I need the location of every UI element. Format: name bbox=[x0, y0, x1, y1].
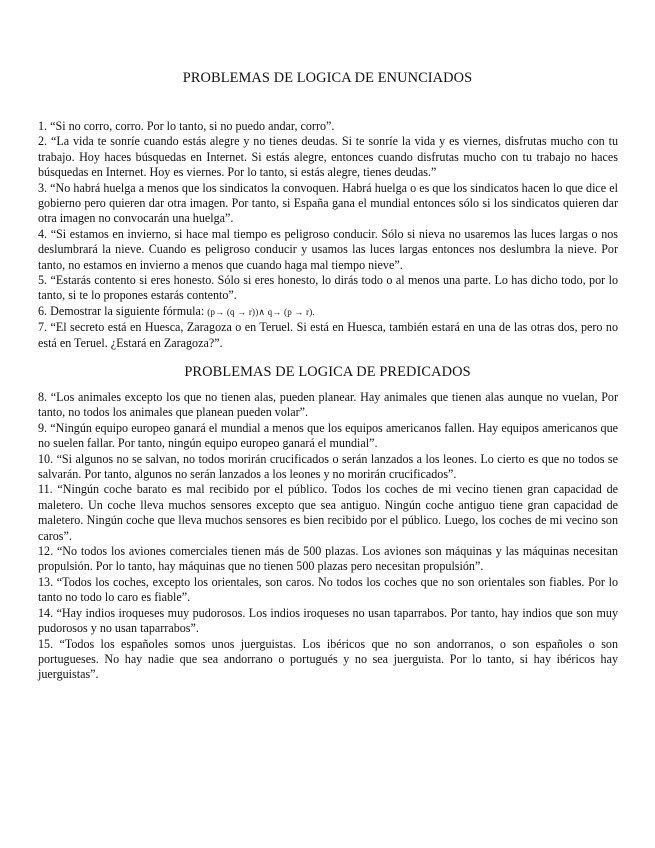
problem-3: 3. “No habrá huelga a menos que los sindicatos la convoquen. Habrá huelga o es que los sindicatos hacen lo que dice el gobierno pero quieren dar otra imagen. Por tanto, si España gana el mundial entonces sólo si los sindicatos quieren dar otra imagen no convocarán una huelga”. bbox=[38, 180, 618, 226]
section-title-predicados: PROBLEMAS DE LOGICA DE PREDICADOS bbox=[184, 364, 471, 380]
problem-list-enunciados bbox=[38, 119, 618, 351]
problem-6-label: 6. Demostrar la siguiente fórmula: bbox=[38, 303, 205, 318]
problem-6 bbox=[38, 304, 618, 320]
problem-4: 4. “Si estamos en invierno, si hace mal tiempo es peligroso conducir. Sólo si nieva no usaremos las luces largas o nos deslumbrará la nieve. Cuando es peligroso conducir y usamos las luces largas entonces nos deslumbra la nieve. Por tanto, no estamos en invierno a menos que cuando haga mal tiempo nieve”. bbox=[38, 226, 618, 272]
problem-5: 5. “Estarás contento si eres honesto. Sólo si eres honesto, lo dirás todo o al menos una parte. Lo has dicho todo, por lo tanto, si te lo propones estarás contento”. bbox=[38, 273, 618, 303]
problem-9: 9. “Ningún equipo europeo ganará el mundial a menos que los equipos americanos fallen. Hay equipos americanos que no suelen fallar. Por tanto, ningún equipo europeo ganará el mundial”. bbox=[38, 420, 618, 451]
problem-6-formula: (p→ (q → r))∧ q→ (p → r). bbox=[207, 306, 315, 317]
problem-2: 2. “La vida te sonríe cuando estás alegre y no tienes deudas. Si te sonríe la vida y es viernes, disfrutas mucho con tu trabajo. Hoy haces búsquedas en Internet. Si estás alegre, entonces cuando disfrutas mucho con tu trabajo no haces búsquedas en Internet. Hoy es viernes. Por lo tanto, si estás alegre, tienes deudas.” bbox=[38, 134, 618, 180]
problem-15: 15. “Todos los españoles somos unos juerguistas. Los ibéricos que no son andorranos, o son españoles o son portugueses. No hay nadie que sea andorrano o portugués y no sea juerguista. Por lo tanto, si hay ibéricos hay juerguistas”. bbox=[38, 636, 618, 682]
problem-10: 10. “Si algunos no se salvan, no todos morirán crucificados o serán lanzados a los leones. Lo cierto es que no todos se salvarán. Por tanto, algunos no serán lanzados a los leones y no morirán crucificados”. bbox=[38, 451, 618, 482]
problem-list-predicados bbox=[38, 390, 618, 683]
section-title-enunciados: PROBLEMAS DE LOGICA DE ENUNCIADOS bbox=[182, 70, 473, 86]
problem-12: 12. “No todos los aviones comerciales tienen más de 500 plazas. Los aviones son máquinas y las máquinas necesitan propulsión. Por lo tanto, hay máquinas que no tienen 500 plazas pero necesitan propulsión”. bbox=[38, 544, 618, 574]
problem-1: 1. “Si no corro, corro. Por lo tanto, si no puedo andar, corro”. bbox=[38, 119, 335, 133]
problem-7: 7. “El secreto está en Huesca, Zaragoza o en Teruel. Si está en Huesca, también estará en una de las otras dos, pero no está en Teruel. ¿Estará en Zaragoza?”. bbox=[38, 320, 618, 350]
problem-13: 13. “Todos los coches, excepto los orientales, son caros. No todos los coches que no son orientales son fiables. Por lo tanto no todo lo caro es fiable”. bbox=[38, 574, 618, 605]
problem-8: 8. “Los animales excepto los que no tienen alas, pueden planear. Hay animales que tienen alas aunque no vuelan, Por tanto, no todos los animales que planean pueden volar”. bbox=[38, 390, 618, 420]
problem-14: 14. “Hay indios iroqueses muy pudorosos. Los indios iroqueses no usan taparrabos. Por tanto, hay indios que son muy pudorosos y no usan taparrabos”. bbox=[38, 605, 618, 636]
problem-11: 11. “Ningún coche barato es mal recibido por el público. Todos los coches de mi vecino tienen gran capacidad de maletero. Un coche lleva muchos sensores excepto que sea antiguo. Ningún coche antiguo tiene gran capacidad de maletero. Ningún coche que lleva muchos sensores es bien recibido por el público. Luego, los coches de mi vecino son caros”. bbox=[38, 482, 618, 543]
